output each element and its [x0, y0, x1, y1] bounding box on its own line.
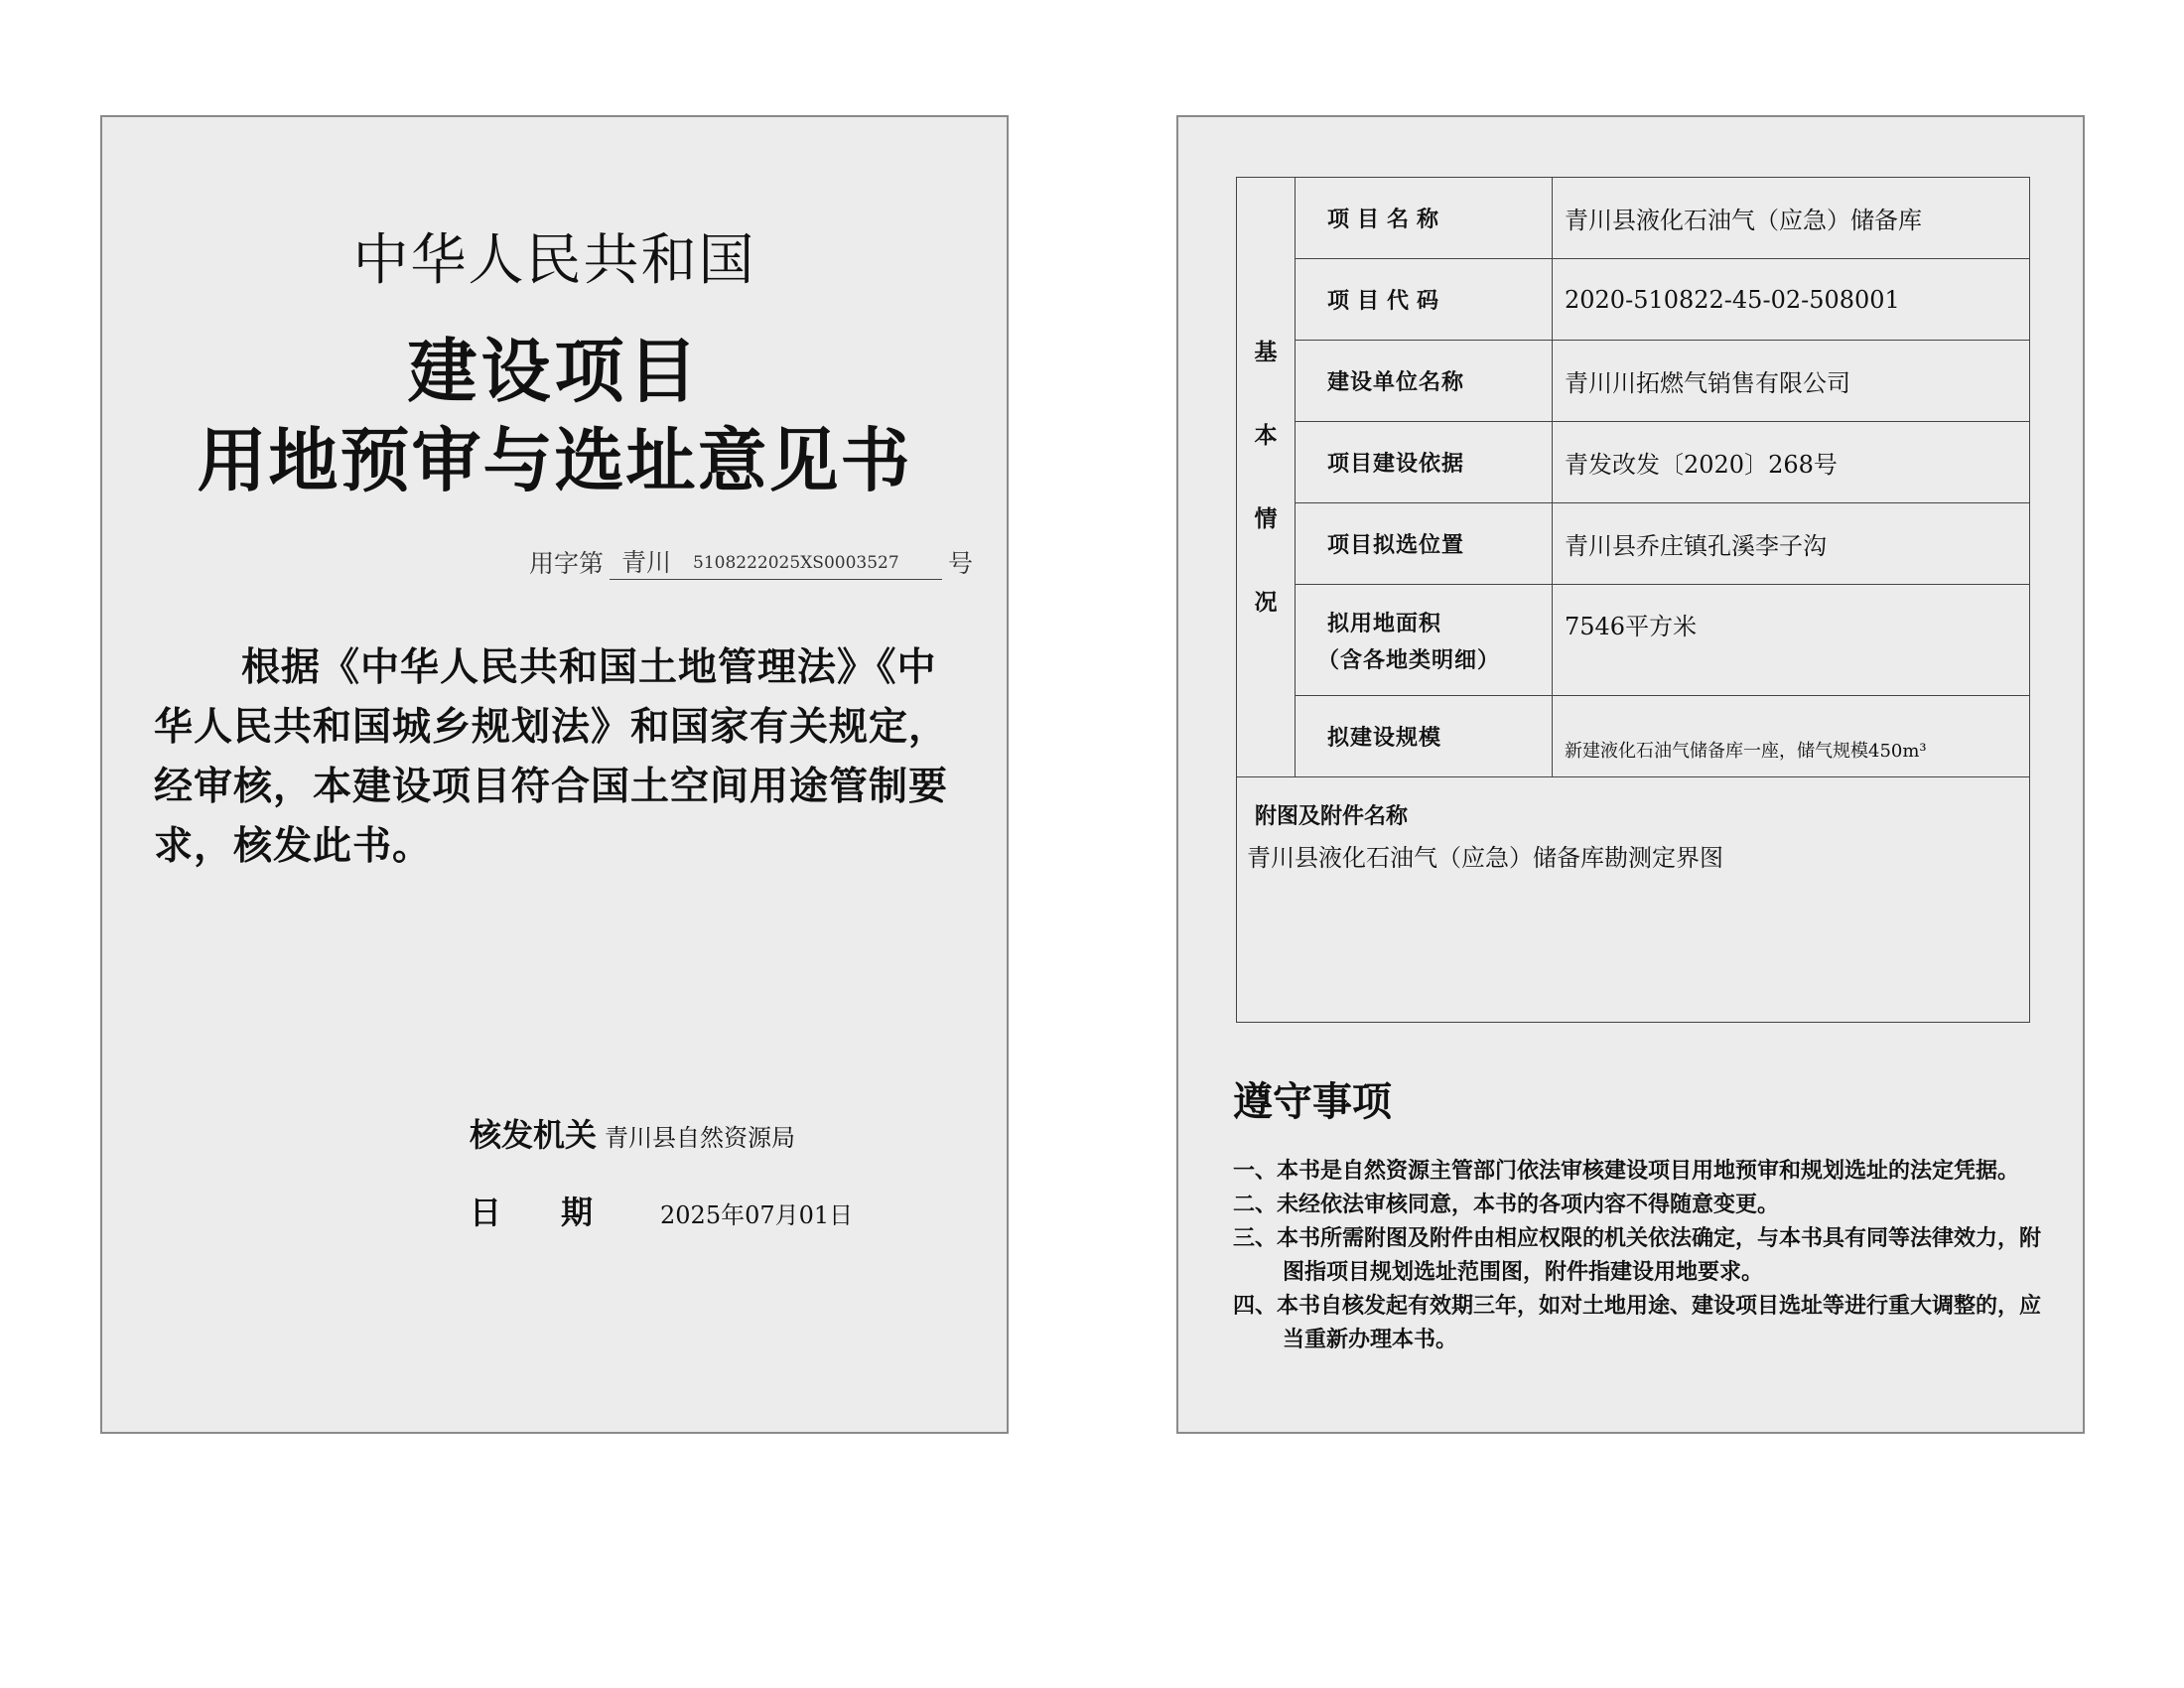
section-header-char: 本 [1254, 422, 1278, 449]
issuer-value: 青川县自然资源局 [605, 1124, 796, 1152]
land-area-label-line1: 拟用地面积 [1327, 611, 1442, 636]
construction-scale-value: 新建液化石油气储备库一座，储气规模450m³ [1553, 696, 2030, 777]
construction-basis-value: 青发改发〔2020〕268号 [1553, 422, 2030, 503]
project-code-label: 项目代码 [1296, 259, 1553, 341]
construction-unit-value: 青川川拓燃气销售有限公司 [1553, 341, 2030, 422]
land-area-label [1296, 585, 1553, 696]
construction-unit-label: 建设单位名称 [1296, 341, 1553, 422]
land-area-value: 7546平方米 [1553, 585, 2030, 696]
construction-scale-label: 拟建设规模 [1296, 696, 1553, 777]
table-row [1237, 341, 2030, 422]
document-number [529, 544, 973, 580]
section-header-char: 况 [1254, 589, 1278, 616]
certificate-details-page [1176, 115, 2085, 1434]
notes-title: 遵守事项 [1233, 1079, 1392, 1125]
date-row [470, 1188, 853, 1233]
table-row [1237, 259, 2030, 341]
basic-info-section-header [1237, 178, 1296, 777]
country-name: 中华人民共和国 [352, 228, 756, 293]
certificate-cover-page [100, 115, 1009, 1434]
table-row [1237, 422, 2030, 503]
list-item: 二、未经依法审核同意，本书的各项内容不得随意变更。 [1233, 1193, 1780, 1217]
basic-info-table [1236, 177, 2030, 1023]
table-row [1237, 585, 2030, 696]
issuer-label: 核发机关 [470, 1116, 598, 1154]
date-value: 2025年07月01日 [660, 1201, 854, 1229]
project-name-label: 项目名称 [1296, 178, 1553, 259]
document-number-code: 5108222025XS0003527 [693, 553, 899, 573]
preamble-text: 根据《中华人民共和国土地管理法》《中华人民共和国城乡规划法》和国家有关规定，经审核，本建设项目符合国土空间用途管制要求，核发此书。 [154, 645, 949, 869]
attachments-value: 青川县液化石油气（应急）储备库勘测定界图 [1247, 844, 1723, 872]
document-number-prefix: 用字第 [529, 549, 605, 578]
section-header-char: 基 [1254, 339, 1278, 365]
proposed-location-label: 项目拟选位置 [1296, 503, 1553, 585]
section-header-char: 情 [1254, 505, 1278, 532]
list-item: 一、本书是自然资源主管部门依法审核建设项目用地预审和规划选址的法定凭据。 [1233, 1159, 2020, 1184]
attachments-cell [1237, 777, 2030, 1023]
table-row [1237, 178, 2030, 259]
document-title-line-1: 建设项目 [407, 331, 702, 412]
proposed-location-value: 青川县乔庄镇孔溪李子沟 [1553, 503, 2030, 585]
table-row [1237, 503, 2030, 585]
list-item: 四、本书自核发起有效期三年，如对土地用途、建设项目选址等进行重大调整的，应当重新办理本书。 [1233, 1294, 2042, 1352]
issuer-row [470, 1110, 795, 1156]
document-number-county: 青川 [621, 548, 672, 577]
table-row [1237, 696, 2030, 777]
notes-list [1233, 1155, 2042, 1357]
project-code-value: 2020-510822-45-02-508001 [1553, 259, 2030, 341]
document-number-suffix: 号 [948, 549, 974, 578]
date-label: 日期 [470, 1194, 653, 1231]
land-area-label-line2: （含各地类明细） [1317, 647, 1501, 673]
document-number-field [610, 549, 942, 580]
list-item: 三、本书所需附图及附件由相应权限的机关依法确定，与本书具有同等法律效力，附图指项目规划选址范围图，附件指建设用地要求。 [1233, 1226, 2042, 1285]
table-row [1237, 777, 2030, 1023]
document-title-line-2: 用地预审与选址意见书 [197, 420, 912, 501]
attachments-label: 附图及附件名称 [1255, 804, 1409, 829]
project-name-value: 青川县液化石油气（应急）储备库 [1553, 178, 2030, 259]
construction-basis-label: 项目建设依据 [1296, 422, 1553, 503]
